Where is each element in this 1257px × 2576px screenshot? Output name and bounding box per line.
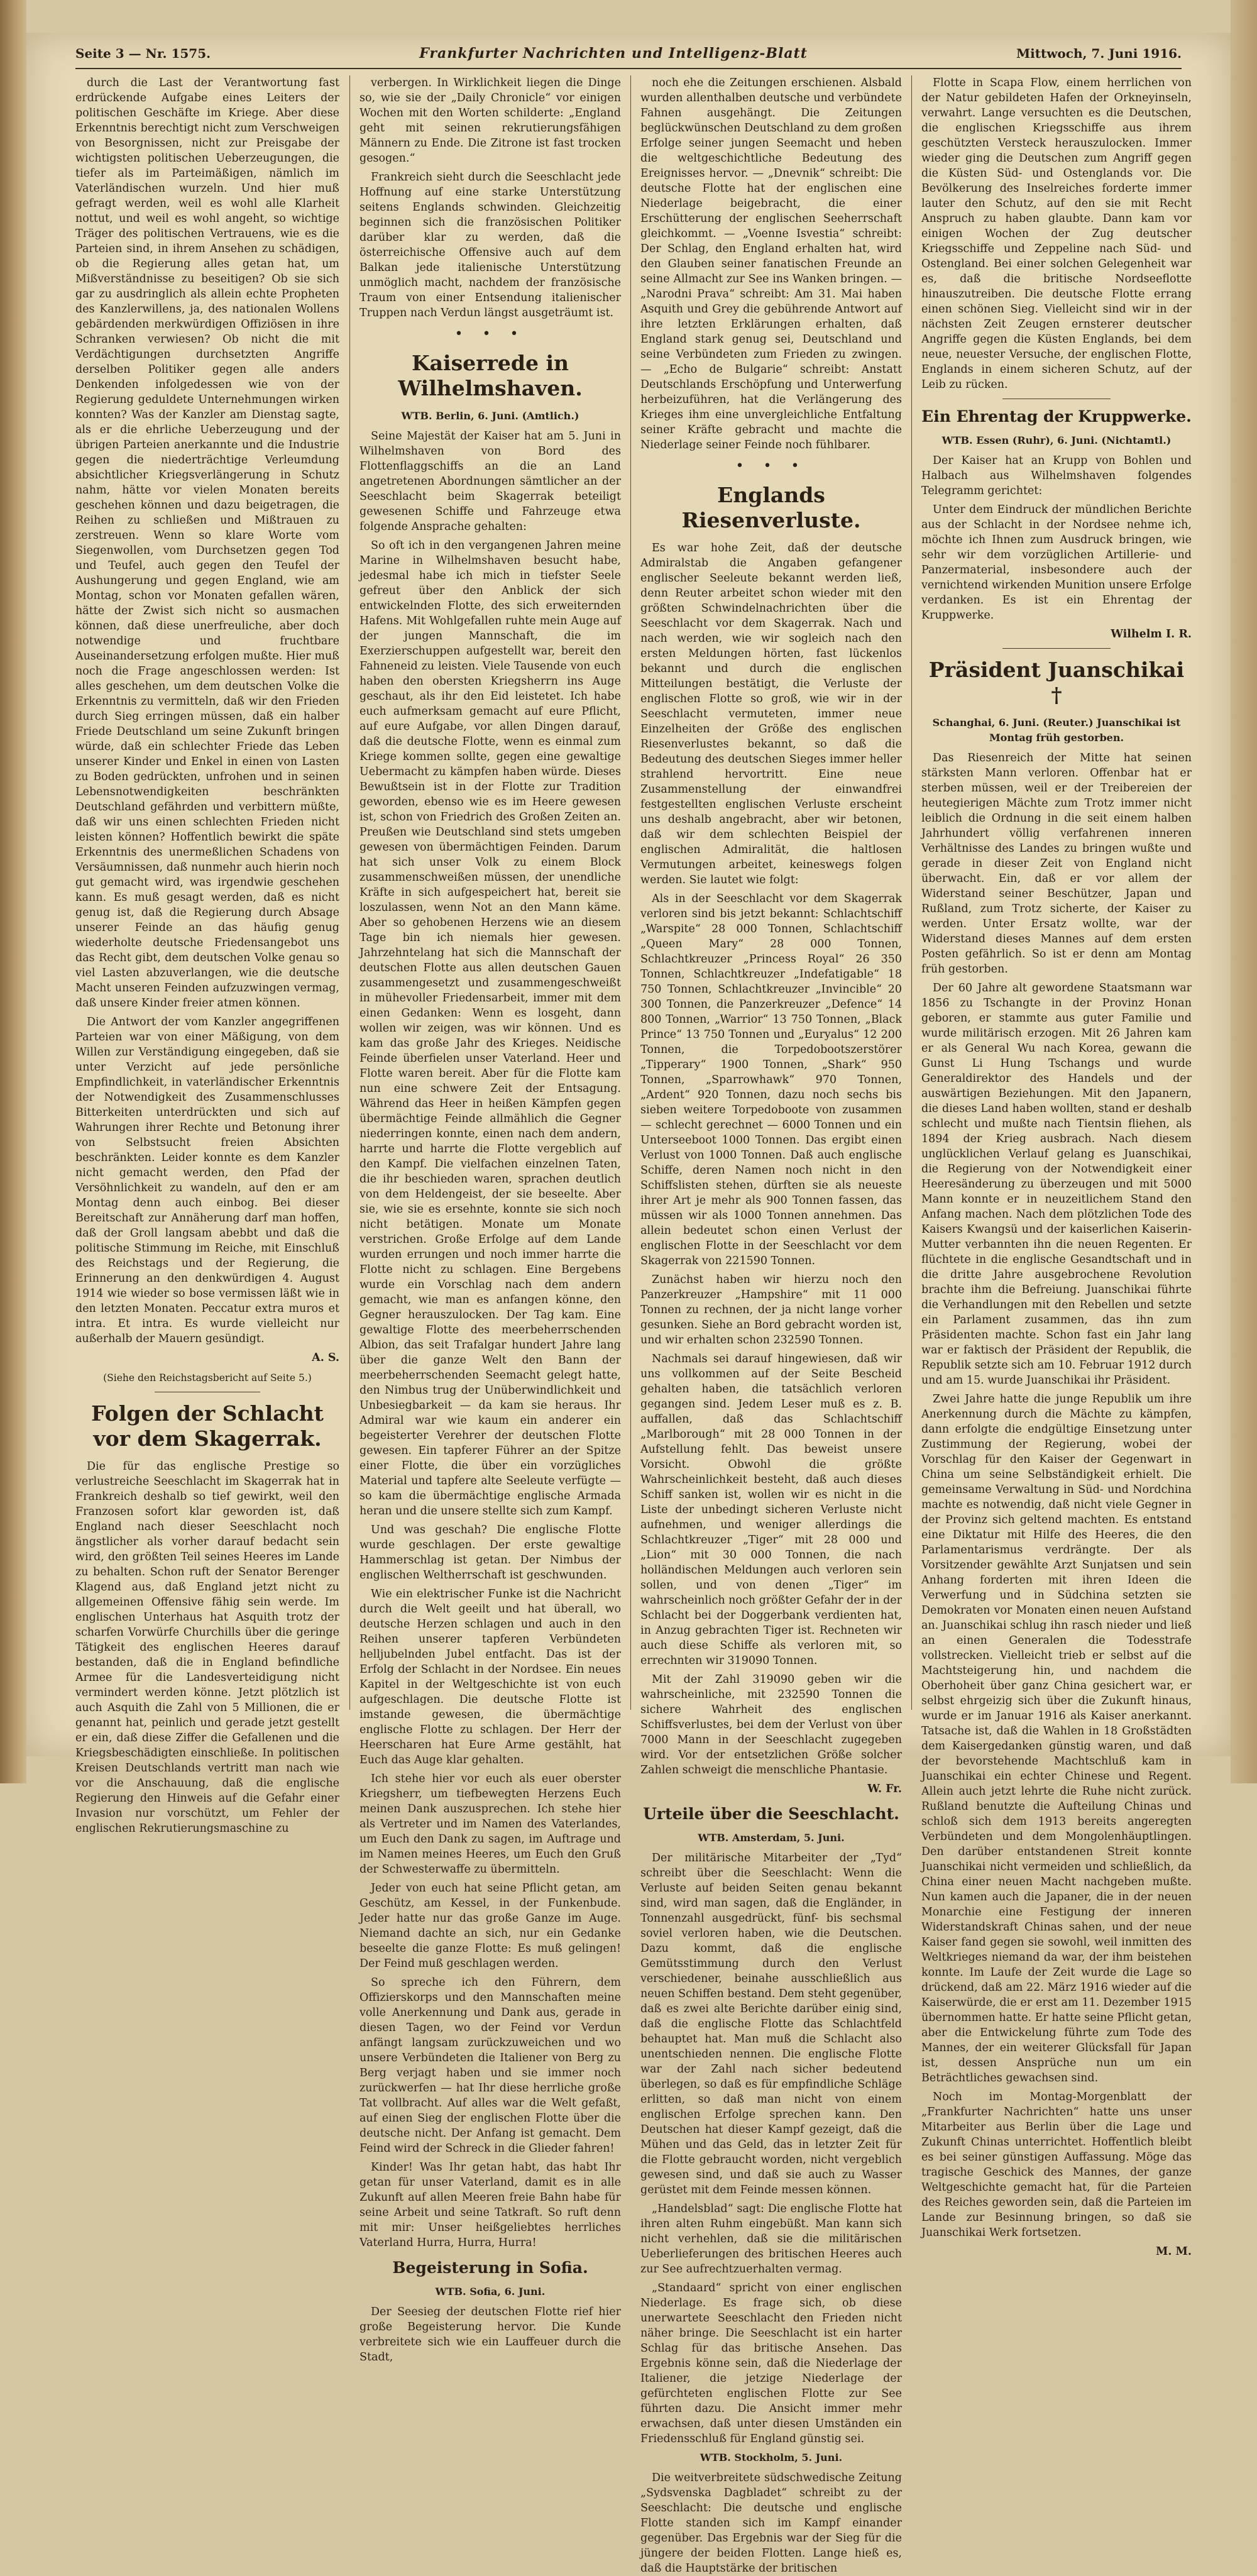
article-paragraph: Es war hohe Zeit, daß der deutsche Admiralstab die Angaben gefangener englischer Seeleute bekannt werden ließ, denn Reuter arbeitet schon wieder mit den größten Schwindelnachrichten über die Seeschlacht vor dem Skagerrak. Nach und nach werden, wie wir sogleich nach den ersten Meldungen hörten, fast lückenlos bekannt und durch die englischen Mitteilungen bestätigt, die Verluste der englischen Flotte so groß, wie wir in der Seeschlacht vermuteten, immer neue Einzelheiten der Größe des englischen Riesenverlustes bekannt, so daß die Bedeutung des deutschen Sieges immer heller strahlend hervortritt. Eine neue Zusammenstellung der einwandfrei festgestellten englischen Verluste erscheint uns deshalb angebracht, aber wir betonen, daß wir dem schlechten Beispiel der englischen Admiralität, die haltlosen Vermutungen arbeitet, keineswegs folgen werden. Sie lautet wie folgt: — [640, 542, 902, 886]
headline-juanschikai: Präsident Juanschikai † — [928, 658, 1185, 707]
article-signature: M. M. — [1155, 2245, 1192, 2258]
article-paragraph: Der militärische Mitarbeiter der „Tyd“ schreibt über die Seeschlacht: Wenn die Verluste auf beiden Seiten genau bekannt sind, wird man sagen, daß die Engländer, in Tonnenzahl ausgedrückt, fünf- bis sechsmal soviel verloren haben, wie die Deutschen. Dazu kommt, daß die englische Gemütsstimmung durch den Verlust verschiedener, beinahe ausschließlich aus neuen Schiffen bestand. Dem steht gegenüber, daß es zwei alte Berichte darüber einig sind, daß die englische Flotte das Schlachtfeld behauptet hat. Man muß die Schlacht also unentschieden nennen. Die englische Flotte war der Zahl nach sicher bedeutend überlegen, so daß es für empfindliche Schläge erlitten, so daß man nicht von einem englischen Erfolge sprechen kann. Den Deutschen hat dieser Kampf gezeigt, daß die Mühen und das Geld, das in letzter Zeit für die Flotte gebraucht worden, nicht vergeblich gewesen sind, und daß sie auch zu Wasser gerüstet mit dem Feinde messen können. — [640, 1852, 902, 2196]
column-3 — [640, 75, 902, 2575]
book-spine — [0, 0, 26, 1783]
ornament-divider: • • • — [735, 458, 807, 474]
article-paragraph: Der Kaiser hat an Krupp von Bohlen und Halbach aus Wilhelmshaven folgendes Telegramm gerichtet: — [921, 454, 1192, 497]
article-paragraph: Wie ein elektrischer Funke ist die Nachricht durch die Welt geeilt und hat überall, wo deutsche Herzen schlagen und auch in den Reihen unserer tapferen Verbündeten helljubelnden Jubel entfacht. Das ist der Erfolg der Schlacht in der Nordsee. Ein neues Kapitel in der Weltgeschichte ist von euch aufgeschlagen. Die deutsche Flotte ist imstande gewesen, die übermächtige englische Flotte zu schlagen. Der Herr der Heerscharen hat Eure Arme gestählt, hat Euch das Auge klar gehalten. — [360, 1588, 621, 1766]
article-paragraph: Der Seesieg der deutschen Flotte rief hier große Begeisterung hervor. Die Kunde verbreitete sich wie ein Lauffeuer durch die Stadt, — [360, 2306, 621, 2364]
article-paragraph: Und was geschah? Die englische Flotte wurde geschlagen. Der erste gewaltige Hammerschlag ist getan. Der Nimbus der englischen Weltherrschaft ist geschwunden. — [360, 1524, 621, 1582]
article-paragraph: noch ehe die Zeitungen erschienen. Alsbald wurden allenthalben deutsche und verbündete Fahnen ausgehängt. Die Zeitungen beglückwünschen Deutschland zu dem großen Erfolge seiner jungen Seemacht und heben die weltgeschichtliche Bedeutung des Ereignisses hervor. — „Dnevnik“ schreibt: Die deutsche Flotte hat der englischen eine Niederlage beigebracht, die einer Erschütterung der englischen Seeherrschaft gleichkommt. — „Voenne Isvestia“ schreibt: Der Schlag, den England erhalten hat, wird den Glauben seiner fanatischen Freunde an seine Allmacht zur See ins Wanken bringen. — „Narodni Prava“ schreibt: Am 31. Mai haben Asquith und Grey die gebührende Antwort auf ihre letzten Erklärungen erhalten, daß England stark genug sei, Deutschland und seine Verbündeten zum Frieden zu zwingen. — „Echo de Bulgarie“ schreibt: Anstatt Deutschlands Erschöpfung und Unterwerfung herbeizuführen, hat die Verlängerung des Krieges ihm eine unvergleichliche Entfaltung seiner Kräfte gebracht und machte die Niederlage seiner Feinde noch fühlbarer. — [640, 77, 902, 451]
article-paragraph: Kinder! Was Ihr getan habt, das habt Ihr getan für unser Vaterland, damit es in alle Zukunft auf allen Meeren freie Bahn habe für seine Arbeit und seine Tatkraft. So ruft denn mit mir: Unser heißgeliebtes herrliches Vaterland Hurra, Hurra, Hurra! — [360, 2161, 621, 2249]
page-edge — [1231, 0, 1257, 1783]
column-rule — [911, 75, 912, 1710]
article-paragraph: Die Antwort der vom Kanzler angegriffenen Parteien war von einer Mäßigung, von dem Willen zur Verständigung eingegeben, daß sie unter Verzicht auf jede persönliche Empfindlichkeit, in vaterländischer Erkenntnis der Notwendigkeit des Zusammenschlusses Bitterkeiten unterdrückten und sich auf Wahrungen ihrer Rechte und Betonung ihrer von Selbstsucht freien Absichten beschränkten. Leider konnte es dem Kanzler nicht gemacht werden, den Pfad der Versöhnlichkeit zu wandeln, auf den er am Montag denn auch einbog. Bei dieser Bereitschaft zur Annäherung darf man hoffen, daß der Groll langsam abebbt und daß die politische Stimmung im Reiche, mit Einschluß des Reichstags und der Regierung, die Erinnerung an den denkwürdigen 4. August 1914 wie wieder so bose vermissen läßt wie in den letzten Monaten. Peccatur extra muros et intra. Et intra. Es wurde vielleicht nur außerhalb der Mauern gesündigt. — [75, 1016, 339, 1345]
article-paragraph: verbergen. In Wirklichkeit liegen die Dinge so, wie sie der „Daily Chronicle“ vor einigen Wochen mit den Worten schilderte: „England geht mit seinen rekrutierungsfähigen Männern zu Ende. Die Zitrone ist fast trocken gesogen.“ — [360, 77, 621, 165]
article-paragraph: „Standaard“ spricht von einer englischen Niederlage. Es frage sich, ob diese unerwartete Seeschlacht den Frieden nicht näher bringe. Die Seeschlacht ist ein harter Schlag für das britische Ansehen. Das Ergebnis könne sein, daß die Niederlage der Italiener, die jetzige Niederlage der gefürchteten englischen Flotte zur See führten dazu. Die Ansicht immer mehr erwachsen, daß unter diesen Umständen ein Friedensschluß für England günstig sei. — [640, 2282, 902, 2445]
article-paragraph: Zwei Jahre hatte die junge Republik um ihre Anerkennung durch die Mächte zu kämpfen, dann erfolgte die endgültige Einsetzung unter Zustimmung der Regierung, wobei der Vorschlag für den Kaiser der Gegenwart in China um seine Selbständigkeit erhielt. Die gemeinsame Verwaltung in Süd- und Nordchina machte es notwendig, daß nicht viele Gegner in der Provinz sich geltend machten. Es entstand eine Diktatur mit Hilfe des Heeres, die den Parlamentarismus verdrängte. Der als Vorsitzender gewählte Arzt Sunjatsen und sein Anhang forderten mit ihren Ideen die Verwerfung und in Südchina setzten sie Demokraten vor Monaten einen neuen Aufstand an. Juanschikai schlug ihn rasch nieder und ließ an einen Generalen die Todesstrafe vollstrecken. Vielleicht trieb er selbst auf die Machtsteigerung hin, und nachdem die Oberhoheit über ganz China gesichert war, er selbst ehrgeizig sich über die Zukunft hinaus, wurde er im Januar 1916 als Kaiser anerkannt. Tatsache ist, daß die Wahlen in 18 Großstädten dem Kaisergedanken günstig waren, und daß der bevorstehende Machtschluß kam in Juanschikai ein echter Chinese und Regent. Allein auch jetzt lehrte die Ruhe nicht zurück. Rußland benutzte die Aufteilung Chinas und schloß sich dem 1913 bereits angeregten Verbündeten und dem Mongolenhäuptlingen. Den darüber entstandenen Streit konnte Juanschikai nicht vermeiden und schließlich, da China einer neuen Macht nachgeben mußte. Nun kamen auch die Japaner, die in der neuen Monarchie eine Festigung der inneren Widerstandskraft Chinas sahen, und der neue Kaiser fand gegen sie sowohl, weil inmitten des Weltkrieges niemand da war, der ihm beistehen konnte. Im Laufe der Zeit wurde die Lage so drückend, daß am 22. März 1916 wieder auf die Kaiserwürde, die er erst am 11. Dezember 1915 übernommen hatte. Er hatte seine Pflicht getan, aber die Entwickelung führte zum Tode des Mannes, der ein weiterer Glücksfall für Japan ist, dessen Ansprüche nun um ein Beträchtliches gewachsen sind. — [921, 1393, 1192, 2084]
headline-kaiserrede: Kaiserrede in Wilhelmshaven. — [398, 351, 583, 400]
dateline: WTB. Essen (Ruhr), 6. Juni. (Nichtamtl.) — [941, 434, 1172, 446]
article-paragraph: Zunächst haben wir hierzu noch den Panzerkreuzer „Hampshire“ mit 11 000 Tonnen zu rechnen, der ja nicht lange vorher gesunken. Siehe an Bord gebracht worden ist, und wir erhalten schon 232590 Tonnen. — [640, 1274, 902, 1346]
article-paragraph: Noch im Montag-Morgenblatt der „Frankfurter Nachrichten“ hatte uns unser Mitarbeiter aus Berlin über die Lage und Zukunft Chinas unterrichtet. Hoffentlich bleibt es bei seiner günstigen Auffassung. Möge das tragische Geschick des Mannes, der ganze Weltgeschichte gemacht hat, für die Parteien des Reiches geworden sein, daß die Parteien im Lande zur Besinnung bringen, so daß sie Juanschikai Werk fortsetzen. — [921, 2091, 1192, 2239]
article-signature: A. S. — [312, 1351, 339, 1364]
article-paragraph: „Handelsblad“ sagt: Die englische Flotte hat ihren alten Ruhm eingebüßt. Man kann sich nicht verhehlen, daß sie die militärischen Ueberlieferungen des britischen Heeres auch zur See aufrechtzuerhalten vermag. — [640, 2203, 902, 2276]
dateline: Schanghai, 6. Juni. (Reuter.) Juanschikai ist Montag früh gestorben. — [932, 717, 1181, 744]
article-paragraph: Die für das englische Prestige so verlustreiche Seeschlacht im Skagerrak hat in Frankreich deshalb so tief gewirkt, weil den Franzosen sofort klar geworden ist, daß England nach dieser Seeschlacht noch ängstlicher als vorher darauf bedacht sein wird, den größten Teil seines Heeres im Lande zu behalten. Schon ruft der Senator Berenger Klagend aus, daß England jetzt nicht zu allgemeinen Offensive fähig sein werde. Im englischen Unterhaus hat Asquith trotz der scharfen Vorwürfe Churchills über die geringe Tätigkeit des englischen Heeres darauf bestanden, daß die in England befindliche Armee für die Landesverteidigung nicht vermindert werden könne. Jetzt plötzlich ist auch Asquith die Zahl von 5 Millionen, die er genannt hat, peinlich und gerade jetzt gestellt er ein, daß diese Ziffer die Gefallenen und die Kriegsbeschädigten einschließe. In politischen Kreisen Deutschlands vertritt man nach wie vor die Anschauung, daß die englische Regierung den Hinweis auf die Gefahr einer Invasion nur vorschützt, um Fehler der englischen Rekrutierungsmaschine zu — [75, 1460, 339, 1835]
ornament-divider: • • • — [454, 326, 526, 342]
column-rule — [349, 75, 350, 1710]
column-4 — [921, 75, 1192, 2258]
headline-englands-losses: Englands Riesenverluste. — [681, 483, 861, 532]
article-paragraph: durch die Last der Verantwortung fast erdrückende Aufgabe eines Leiters der politischen Geschäfte im Kriege. Aber diese Erkenntnis berechtigt nicht zum Verschweigen von Besorgnissen, nicht zur Preisgabe der wichtigsten politischen Ueberzeugungen, die tiefer als im Parteimäßigen, nämlich im Vaterländischen wurzeln. Und hier muß gefragt werden, weil es wohl alle Klarheit nottut, und weil es wohl angeht, so wichtige Träger des politischen Vertrauens, wie es die Parteien sind, in ihrem Ansehen zu schädigen, ob die Regierung alles getan hat, um Mißverständnisse zu beseitigen? Ob sie sich gar zu ausdringlich als allein echte Propheten des Kanzlerwillens, ja, des nationalen Wollens gebärdenden merkwürdigen Offiziösen in ihre Schranken verwiesen? Ob nicht die mit Verdächtigungen durchsetzten Angriffe derselben Politiker gegen alle anders Denkenden infolgedessen wie von der Regierung geduldete Unternehmungen wirken konnten? Was der Kanzler am Dienstag sagte, als er die ehrliche Ueberzeugung und der übrigen Parteien anerkannte und die Industrie gegen die niederträchtige Verleumdung absichtlicher Kriegsverlängerung in Schutz nahm, hätte vor vielen Monaten bereits geschehen können und dazu beigetragen, die Reihen zu schließen und Mißtrauen zu zerstreuen. Wenn so klare Worte vom Siegenwollen, vom Durchsetzen gegen Tod und Teufel, auch gegen den Teufel der Aushungerung und gegen England, wie am Montag, schon vor Monaten gefallen wären, hätte der Zwist sich nicht so ausmachen können, daß diese unerfreuliche, aber doch notwendige und fruchtbare Auseinandersetzung erfolgen mußte. Hier muß noch die Frage angeschlossen werden: Ist alles geschehen, um dem deutschen Volke die Erkenntnis zu vermitteln, daß wir den Frieden durch Sieg erringen müssen, daß ein halber Friede Deutschland um seine Zukunft bringen würde, daß ein schlechter Friede das Leben unserer Kinder und Enkel in einen von Lasten zu Boden gedrückten, unfrohen und in seinen Lebensnotwendigkeiten beschränkten Deutschland gefährden und verbittern müßte, daß wir uns einen schlechten Frieden nicht leisten können? Hoffentlich bewirkt die späte Erkenntnis des unermeßlichen Schadens von Versäumnissen, daß nunmehr auch hierin noch gut gemacht wird, was irgendwie geschehen kann. Es muß gesagt werden, daß es nicht genug ist, daß die Regierung durch Absage unserer Feinde an das häufig genug wiederholte deutsche Friedensangebot uns das Recht gibt, dem deutschen Volke genau so viel Lasten abzuverlangen, wie die deutsche Macht unseren Feinden aufzuzwingen vermag, daß unsere Kinder freier atmen können. — [75, 77, 339, 1010]
column-1 — [75, 75, 339, 1835]
article-paragraph: Der 60 Jahre alt gewordene Staatsmann war 1856 zu Tschangte in der Provinz Honan geboren, er stammte aus guter Familie und wurde militärisch erzogen. Mit 26 Jahren kam er als General Wu nach Korea, gewann die Gunst Li Hung Tschangs und wurde Generaldirektor des Handels und der auswärtigen Beziehungen. Mit den Japanern, die dieses Land haben wollten, stand er deshalb schlecht und mußte nach Tientsin fliehen, als 1894 der Krieg ausbrach. Nach diesem unglücklichen Verlauf gelang es Juanschikai, die Regierung von der Notwendigkeit einer Heeresänderung zu überzeugen und mit 5000 Mann konnte er in neuzeitlichem Stand den Anfang machen. Nach dem plötzlichen Tode des Kaisers Kwangsü und der kaiserlichen Kaiserin-Mutter verbannten ihn die neuen Regenten. Er flüchtete in die englische Gesandtschaft und in die dritte Jahre ausgebrochene Revolution brachte ihm die Befreiung. Juanschikai führte die Verhandlungen mit den Rebellen und setzte ein Parlament zusammen, das ihn zum Präsidenten machte. Schon fast ein Jahr lang war er faktisch der Präsident der Republik, die Republik setzte sich am 10. Februar 1912 durch und am 15. wurde Juanschikai ihr Präsident. — [921, 982, 1192, 1387]
column-2 — [360, 75, 621, 2364]
dateline: WTB. Amsterdam, 5. Juni. — [698, 1832, 845, 1844]
article-paragraph: Frankreich sieht durch die Seeschlacht jede Hoffnung auf eine starke Unterstützung seitens Englands schwinden. Gleichzeitig beginnen sich die französischen Politiker darüber klar zu werden, daß die österreichische Offensive auch auf dem Balkan jede italienische Unterstützung unmöglich macht, nachdem der französische Traum von einer Entsendung italienischer Truppen nach Verdun längst ausgeträumt ist. — [360, 171, 621, 319]
article-paragraph: Nachmals sei darauf hingewiesen, daß wir uns vollkommen auf der Seite Bescheid gehalten haben, die tatsächlich verloren gegangen sind. Jedem Leser muß es z. B. auffallen, daß das Schlachtschiff „Marlborough“ mit 28 000 Tonnen in der Aufstellung fehlt. Das beweist unsere Vorsicht. Obwohl die größte Wahrscheinlichkeit besteht, daß auch dieses Schiff sanken ist, wollen wir es nicht in die Liste der unbedingt sicheren Verluste nicht aufnehmen, und weniger allerdings die Schlachtkreuzer „Tiger“ mit 28 000 und „Lion“ mit 30 000 Tonnen, die nach holländischen Meldungen auch verloren sein sollen, und von denen „Tiger“ im wahrscheinlich noch größter Gefahr der in der Schlacht bei der Doggerbank verdienten hat, in Anzug gebrachten Tiger ist. Rechneten wir auch diese Schiffe als verloren mit, so errechnten wir 319090 Tonnen. — [640, 1353, 902, 1667]
header-page-number: Seite 3 — Nr. 1575. — [75, 46, 211, 61]
article-paragraph: So spreche ich den Führern, dem Offizierskorps und den Mannschaften meine volle Anerkennung und Dank aus, gerade in diesen Tagen, wo der Feind vor Verdun anfängt langsam zurückzuweichen und wo unsere Verbündeten die Italiener von Berg zu Berg verjagt haben und sie immer noch zurückwerfen — hat Ihr diese herrliche große Tat vollbracht. Auf alles war die Welt gefaßt, auf einen Sieg der englischen Flotte über die deutsche nicht. Der Anfang ist gemacht. Dem Feind wird der Schreck in die Glieder fahren! — [360, 1976, 621, 2155]
dateline: WTB. Sofia, 6. Juni. — [435, 2286, 546, 2298]
article-signature: Wilhelm I. R. — [1111, 628, 1192, 641]
column-rule — [630, 75, 631, 1710]
headline-judgments: Urteile über die Seeschlacht. — [643, 1805, 899, 1823]
headline-krupp: Ein Ehrentag der Kruppwerke. — [921, 407, 1192, 426]
article-paragraph: Flotte in Scapa Flow, einem herrlichen von der Natur gebildeten Hafen der Orkneyinseln, verwahrt. Lange versuchten es die Deutschen, die englischen Kriegsschiffe aus ihrem geschützten Versteck herauszulocken. Immer wieder ging die Deutschen zum Angriff gegen die Küsten Süd- und Ostenglands vor. Die Bevölkerung des Inselreiches forderte immer lauter den Schutz, auf den sie mit Recht Anspruch zu haben glaubte. Dann kam vor einigen Wochen der Zug deutscher Kriegsschiffe und Zeppeline nach Süd- und Ostengland. Bei einer solchen Gelegenheit war es, daß die britische Nordseeflotte hinauszutreiben. Die deutsche Flotte errang einen schönen Sieg. Vielleicht sind wir in der nächsten Zeit Zeugen ernsterer deutscher Angriffe gegen die Küsten Englands, bei dem neue, neuester Versuche, der englischen Flotte, Englands in einem sicheren Schutz, auf der Leib zu rücken. — [921, 77, 1192, 391]
dateline: WTB. Stockholm, 5. Juni. — [700, 2452, 843, 2463]
dateline: WTB. Berlin, 6. Juni. (Amtlich.) — [401, 410, 579, 422]
article-paragraph: So oft ich in den vergangenen Jahren meine Marine in Wilhelmshaven besucht habe, jedesmal habe ich mich in tiefster Seele gefreut über den Anblick der sich entwickelnden Flotte, des sich erweiternden Hafens. Mit Wohlgefallen ruhte mein Auge auf der jungen Mannschaft, die im Exerzierschuppen aufgestellt war, bereit den Fahneneid zu leisten. Viele Tausende von euch haben den obersten Kriegsherrn ins Auge geschaut, als ihr den Eid leistetet. Ich habe euch aufmerksam gemacht auf eure Pflicht, auf eure Aufgabe, vor allen Dingen darauf, daß die deutsche Flotte, wenn es einmal zum Kriege kommen sollte, gegen eine gewaltige Uebermacht zu kämpfen haben würde. Dieses Bewußtsein ist in der Flotte zur Tradition geworden, ebenso wie es im Heere gewesen ist, schon von Friedrich des Großen Zeiten an. Preußen wie Deutschland sind stets umgeben gewesen von übermächtigen Feinden. Darum hat sich unser Volk zu einem Block zusammenschweißen müssen, der unendliche Kräfte in sich aufgespeichert hat, bereit sie loszulassen, wenn Not an den Mann käme. Aber so gehobenen Herzens wie an diesem Tage bin ich niemals hier gewesen. Jahrzehntelang hat sich die Mannschaft der deutschen Flotte aus allen deutschen Gauen zusammengesetzt und zusammengeschweißt in mühevoller Friedensarbeit, immer mit dem einen Gedanken: Wenn es losgeht, dann wollen wir zeigen, was wir können. Und es kam das große Jahr des Krieges. Neidische Feinde überfielen unser Vaterland. Heer und Flotte waren bereit. Aber für die Flotte kam nun eine schwere Zeit der Entsagung. Während das Heer in heißen Kämpfen gegen übermächtige Feinde allmählich die Gegner niederringen konnte, einen nach dem andern, harrte und harrte die Flotte vergeblich auf den Kampf. Die vielfachen einzelnen Taten, die ihr beschieden waren, sprachen deutlich von dem Heldengeist, der sie beseelte. Aber sie, wie sie es ersehnte, konnte sie sich noch nicht betätigen. Monate um Monate verstrichen. Große Erfolge auf dem Lande wurden errungen und noch immer harrte die Flotte nicht zu schlagen. Eine Bergebens wurde ein Vorschlag nach dem andern gemacht, wie man es anfangen könne, den Gegner herauszulocken. Der Tag kam. Eine gewaltige Flotte des meerbeherrschenden Albion, das seit Trafalgar hundert Jahre lang über die ganze Welt den Bann der meerbeherrschenden Seemacht gelegt hatte, den Nimbus trug der Unüberwindlichkeit und Unbesiegbarkeit — da kam sie heraus. Ihr Admiral war wie kaum ein anderer ein begeisterter Verehrer der deutschen Flotte gewesen. Ein tapferer Führer an der Spitze einer Flotte, die über ein vorzügliches Material und tapfere alte Seeleute verfügte — so kam die übermächtige englische Armada heran und die unsere stellte sich zum Kampf. — [360, 539, 621, 1517]
article-paragraph: Seine Majestät der Kaiser hat am 5. Juni in Wilhelmshaven von Bord des Flottenflaggschiffs an die an Land angetretenen Abordnungen sämtlicher an der Seeschlacht beim Skagerrak beteiligt gewesenen Schiffe und Fahrzeuge etwa folgende Ansprache gehalten: — [360, 430, 621, 533]
article-paragraph: Das Riesenreich der Mitte hat seinen stärksten Mann verloren. Offenbar hat er sterben müssen, weil er der Treibereien der heutegierigen Mächte zum Trotz immer nicht leiblich die Ordnung in die seit einem halben Jahrhundert völlig verfahrenen inneren Verhältnisse des Landes zu bringen wußte und gerade in dieser Zeit von England nicht überwacht. Ein, daß er vor allem der Widerstand seiner Beschützer, Japan und Rußland, zum Trotz sicherte, der Kaiser zu werden. Unter Ersatz wollte, war der Widerstand dieses Mannes auf dem ersten Posten gefährlich. So ist er denn am Montag früh gestorben. — [921, 752, 1192, 976]
article-paragraph: Jeder von euch hat seine Pflicht getan, am Geschütz, am Kessel, in der Funkenbude. Jeder hatte nur das große Ganze im Auge. Niemand dachte an sich, nur ein Gedanke beseelte die ganze Flotte: Es muß gelingen! Der Feind muß geschlagen werden. — [360, 1882, 621, 1970]
article-paragraph: Als in der Seeschlacht vor dem Skagerrak verloren sind bis jetzt bekannt: Schlachtschiff „Warspite“ 28 000 Tonnen, Schlachtschiff „Queen Mary“ 28 000 Tonnen, Schlachtkreuzer „Princess Royal“ 26 350 Tonnen, Schlachtkreuzer „Indefatigable“ 18 750 Tonnen, Schlachtkreuzer „Invincible“ 20 300 Tonnen, die Panzerkreuzer „Defence“ 14 800 Tonnen, „Warrior“ 13 750 Tonnen, „Black Prince“ 13 750 Tonnen und „Euryalus“ 12 200 Tonnen, die Torpedobootszerstörer „Tipperary“ 1900 Tonnen, „Shark“ 950 Tonnen, „Sparrowhawk“ 970 Tonnen, „Ardent“ 920 Tonnen, dazu noch sechs bis sieben weitere Torpedoboote von zusammen — schlecht gerechnet — 6000 Tonnen und ein Unterseeboot 1000 Tonnen. Das ergibt einen Verlust von 1000 Tonnen. Daß auch englische Schiffe, deren Namen noch nicht in den Schiffslisten stehen, dürften sie als neueste ihrer Art je mehr als 900 Tonnen fassen, das müssen wir als 1000 Tonnen annehmen. Das allein bedeutet schon einen Verlust der englischen Flotte in der Seeschlacht vor dem Skagerrak von 221590 Tonnen. — [640, 893, 902, 1267]
article-paragraph: Unter dem Eindruck der mündlichen Berichte aus der Schlacht in der Nordsee nehme ich, möchte ich Ihnen zum Ausdruck bringen, wie sehr wir dem vorzüglichen Artillerie- und Panzermaterial, insbesondere auch der vernichtend wirkenden Munition unsere Erfolge verdanken. Es ist ein Ehrentag der Kruppwerke. — [921, 504, 1192, 622]
divider — [1002, 648, 1111, 649]
header-masthead: Frankfurter Nachrichten und Intelligenz-Blatt — [419, 45, 808, 62]
headline-skagerrak-consequences: Folgen der Schlacht vor dem Skagerrak. — [91, 1401, 324, 1451]
header-date: Mittwoch, 7. Juni 1916. — [1016, 46, 1182, 61]
article-paragraph: Die weitverbreitete südschwedische Zeitung „Sydsvenska Dagbladet“ schreibt zu der Seeschlacht: Die deutsche und englische Flotte standen sich im Kampf einander gegenüber. Das Ergebnis war der Sieg für die jüngere der beiden Flotten. Lange hieß es, daß die Hauptstärke der britischen — [640, 2472, 902, 2575]
article-signature: W. Fr. — [867, 1783, 902, 1795]
article-paragraph: Ich stehe hier vor euch als euer oberster Kriegsherr, um tiefbewegten Herzens Euch meinen Dank auszusprechen. Ich stehe hier als Vertreter und im Namen des Vaterlandes, um Euch den Dank zu sagen, im Auftrage und im Namen meines Heeres, um Euch den Gruß der Schwesterwaffe zu übermitteln. — [360, 1773, 621, 1876]
page-header — [75, 39, 1182, 69]
article-paragraph: Mit der Zahl 319090 geben wir die wahrscheinliche, mit 232590 Tonnen die sichere Wahrheit des englischen Schiffsverlustes, bei dem der Verlust von über 7000 Mann in der Seeschlacht zugegeben wird. Vor der entsetzlichen Größe solcher Zahlen schweigt die menschliche Phantasie. — [640, 1673, 902, 1776]
headline-sofia: Begeisterung in Sofia. — [392, 2259, 588, 2277]
reference-note: (Siehe den Reichstagsbericht auf Seite 5.) — [103, 1372, 312, 1384]
